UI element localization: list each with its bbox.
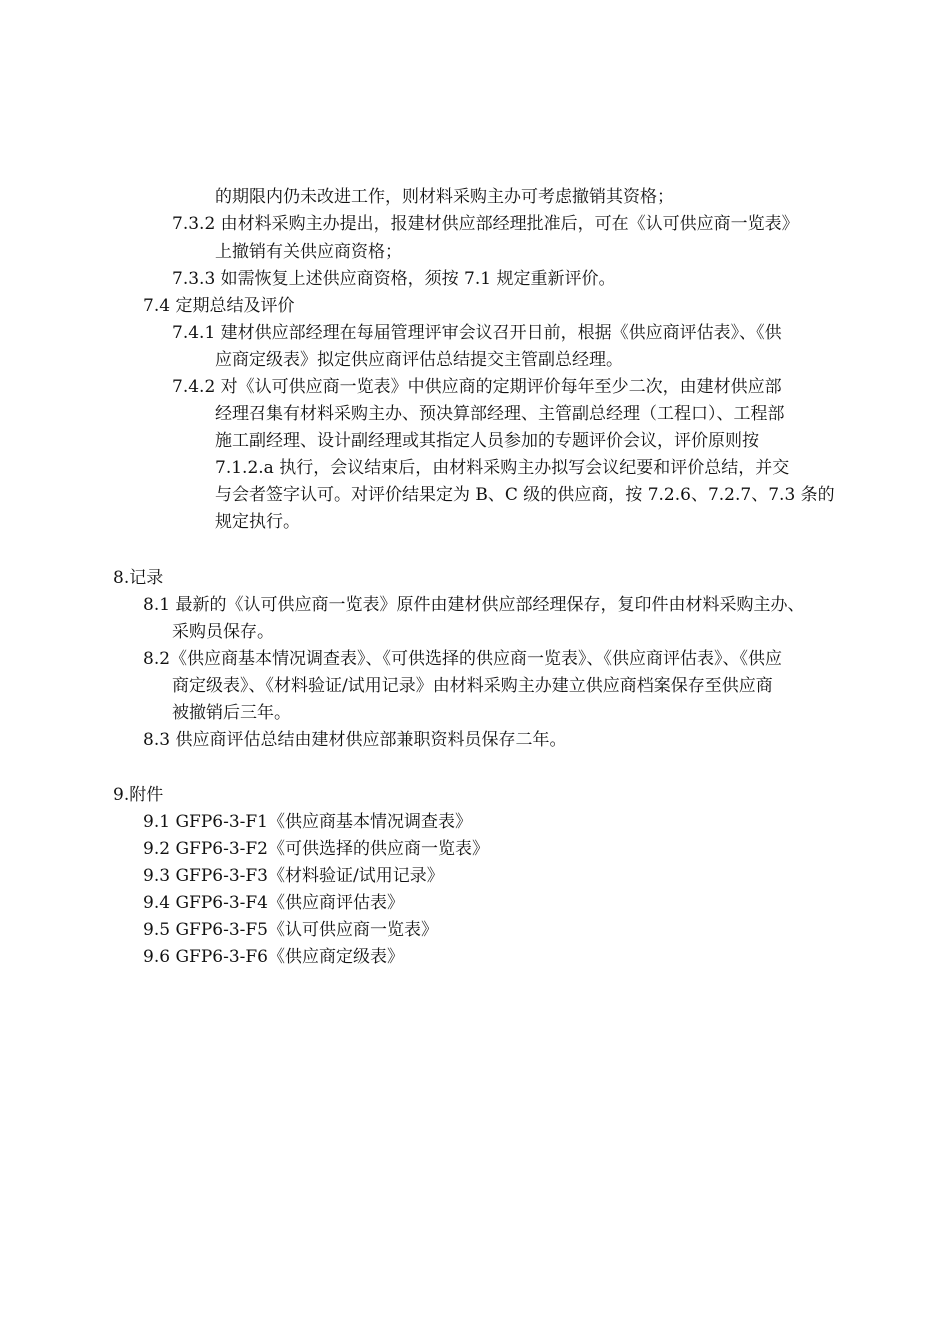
attachment-item: 9.6 GFP6-3-F6《供应商定级表》 <box>143 947 404 967</box>
attachment-item: 9.4 GFP6-3-F4《供应商评估表》 <box>143 893 404 913</box>
attachment-item: 9.1 GFP6-3-F1《供应商基本情况调查表》 <box>143 812 472 832</box>
paragraph-line: 规定执行。 <box>215 512 300 532</box>
section-heading-8-1: 8.1 最新的《认可供应商一览表》原件由建材供应部经理保存，复印件由材料采购主办、 <box>143 595 805 615</box>
paragraph-line: 应商定级表》拟定供应商评估总结提交主管副总经理。 <box>215 350 623 370</box>
paragraph-line: 7.1.2.a 执行，会议结束后，由材料采购主办拟写会议纪要和评价总结，并交 <box>215 458 790 478</box>
paragraph-line: 与会者签字认可。对评价结果定为 B、C 级的供应商，按 7.2.6、7.2.7、7.3 条的 <box>215 485 835 505</box>
section-heading-8-2: 8.2《供应商基本情况调查表》、《可供选择的供应商一览表》、《供应商评估表》、《供应 <box>143 649 783 669</box>
paragraph-line: 上撤销有关供应商资格； <box>215 242 402 262</box>
section-heading-attachments: 9.附件 <box>113 785 164 805</box>
paragraph-line: 经理召集有材料采购主办、预决算部经理、主管副总经理（工程口）、工程部 <box>215 404 785 424</box>
section-heading-7-3-2: 7.3.2 由材料采购主办提出，报建材供应部经理批准后，可在《认可供应商一览表》 <box>172 214 799 234</box>
section-heading-8-3: 8.3 供应商评估总结由建材供应部兼职资料员保存二年。 <box>143 730 567 750</box>
paragraph-line: 采购员保存。 <box>172 622 274 642</box>
paragraph-line: 商定级表》、《材料验证/试用记录》由材料采购主办建立供应商档案保存至供应商 <box>172 676 773 696</box>
paragraph-line: 施工副经理、设计副经理或其指定人员参加的专题评价会议，评价原则按 <box>215 431 759 451</box>
attachment-item: 9.5 GFP6-3-F5《认可供应商一览表》 <box>143 920 438 940</box>
attachment-item: 9.3 GFP6-3-F3《材料验证/试用记录》 <box>143 866 444 886</box>
paragraph-line: 的期限内仍未改进工作，则材料采购主办可考虑撤销其资格； <box>215 187 674 207</box>
section-heading-7-4-1: 7.4.1 建材供应部经理在每届管理评审会议召开日前，根据《供应商评估表》、《供 <box>172 323 782 343</box>
attachment-item: 9.2 GFP6-3-F2《可供选择的供应商一览表》 <box>143 839 489 859</box>
section-heading-records: 8.记录 <box>113 568 164 588</box>
section-heading-7-4: 7.4 定期总结及评价 <box>143 296 295 316</box>
section-heading-7-4-2: 7.4.2 对《认可供应商一览表》中供应商的定期评价每年至少二次，由建材供应部 <box>172 377 782 397</box>
section-heading-7-3-3: 7.3.3 如需恢复上述供应商资格，须按 7.1 规定重新评价。 <box>172 269 616 289</box>
paragraph-line: 被撤销后三年。 <box>172 703 291 723</box>
